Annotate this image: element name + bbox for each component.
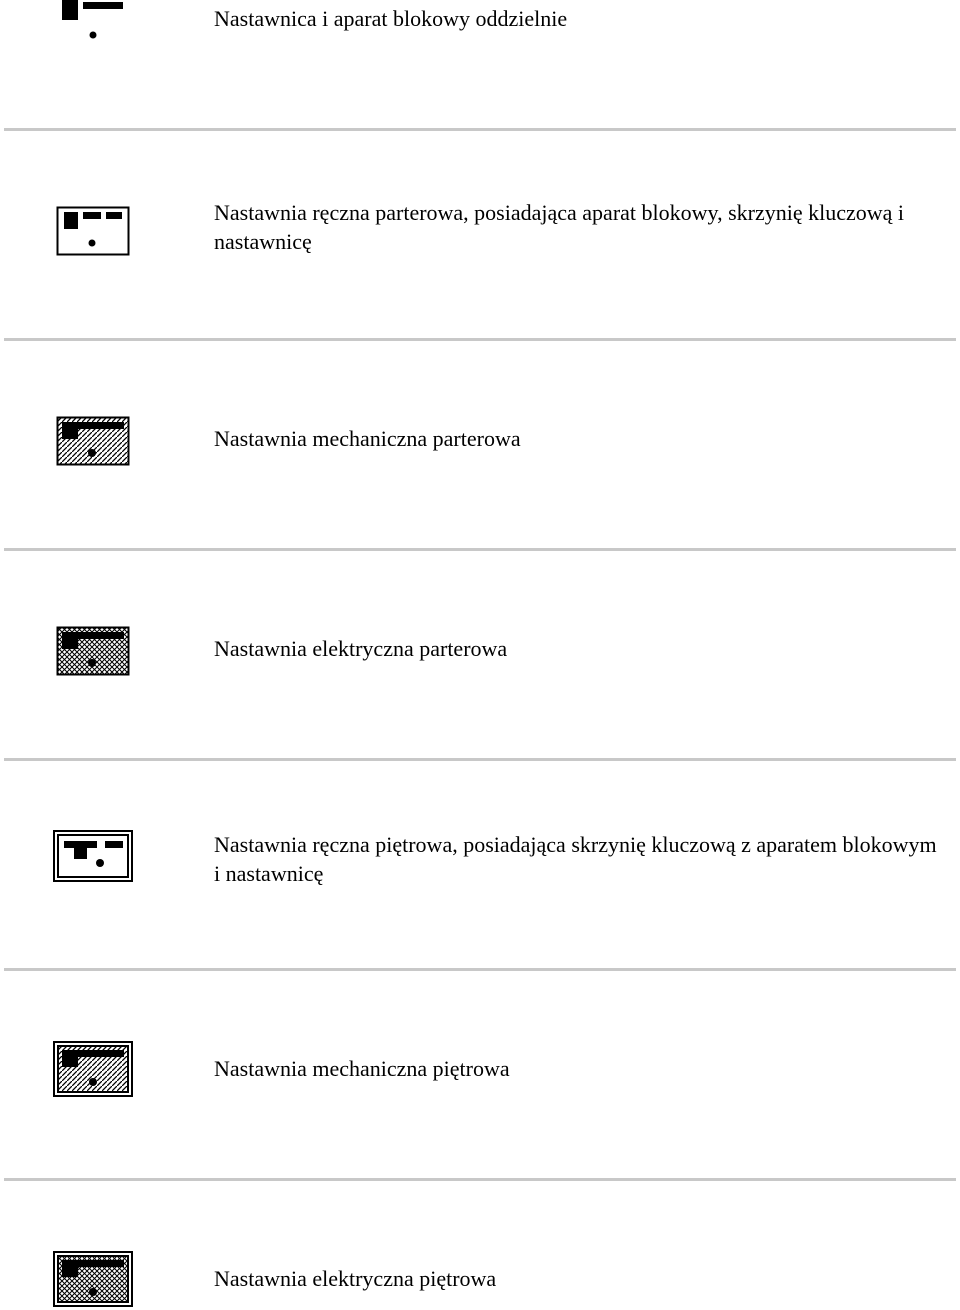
- legend-label: Nastawnica i aparat blokowy oddzielnie: [214, 6, 568, 31]
- legend-label: Nastawnia mechaniczna piętrowa: [214, 1056, 510, 1081]
- legend-label: Nastawnia elektryczna parterowa: [214, 636, 508, 661]
- legend-label: Nastawnia mechaniczna parterowa: [214, 426, 521, 451]
- legend-label: Nastawnia ręczna piętrowa, posiadająca skrzynię kluczową z aparatem blokowym i nastawnicę: [214, 832, 937, 886]
- electric-multi-storey-signal-box-icon: [52, 1246, 136, 1310]
- legend-label: Nastawnia elektryczna piętrowa: [214, 1266, 497, 1291]
- legend-label: Nastawnia ręczna parterowa, posiadająca aparat blokowy, skrzynię kluczową i nastawnicę: [214, 200, 905, 254]
